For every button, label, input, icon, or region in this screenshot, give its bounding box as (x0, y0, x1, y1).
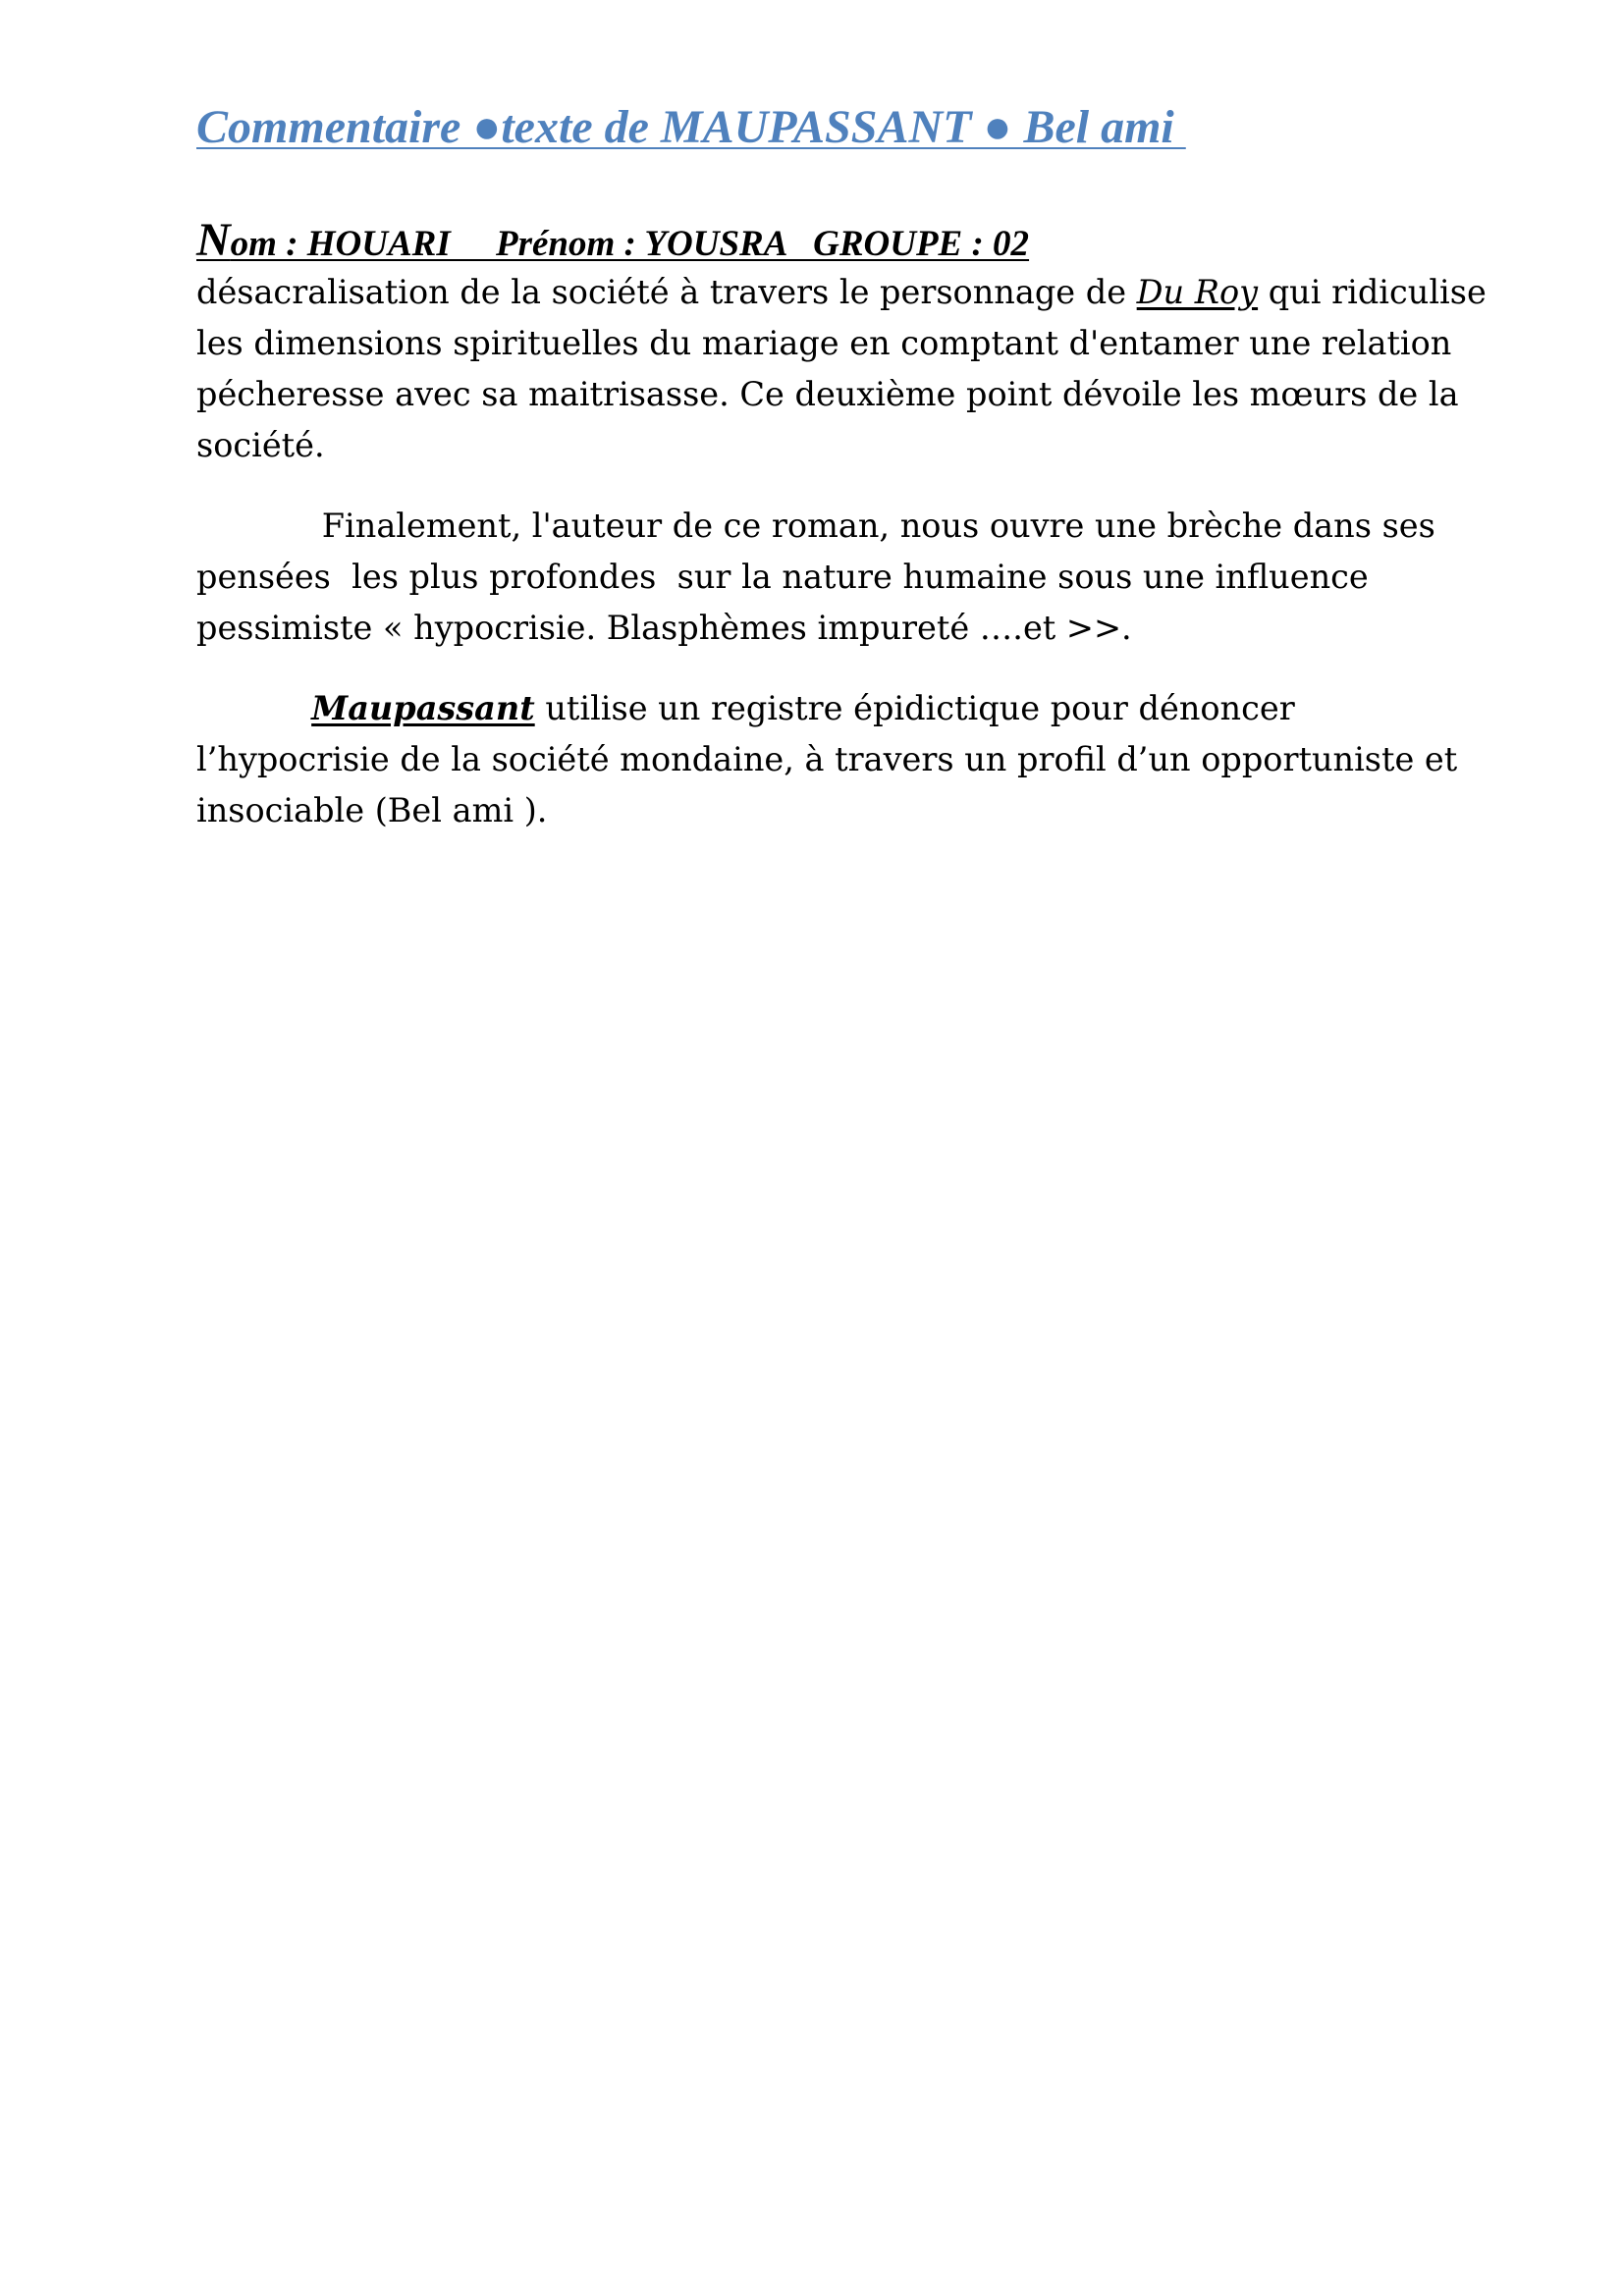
paragraph-2-line-1: Finalement, l'auteur de ce roman, nous ouvre une brèche dans ses (196, 507, 1435, 545)
document-title: Commentaire ●texte de MAUPASSANT ● Bel ami (196, 101, 1186, 153)
paragraph-3-line-3: insociable (Bel ami ). (196, 791, 548, 829)
paragraph-2-line-2: pensées les plus profondes sur la nature humaine sous une influence (196, 558, 1369, 596)
character-name-du-roy: Du Roy (1136, 273, 1259, 311)
paragraph-1-line-1b: qui ridiculise (1258, 273, 1487, 311)
student-info-text: om : HOUARI Prénom : YOUSRA GROUPE : 02 (230, 224, 1030, 264)
paragraph-2 (196, 501, 1443, 654)
paragraph-1-line-2: les dimensions spirituelles du mariage en comptant d'entamer une relation (196, 324, 1452, 362)
paragraph-3-indent (196, 689, 311, 727)
paragraph-1-line-3: pécheresse avec sa maitrisasse. Ce deuxième point dévoile les mœurs de la (196, 375, 1459, 413)
nom-initial: N (196, 214, 231, 266)
author-name-maupassant: Maupassant (311, 689, 535, 727)
paragraph-1-line-1a: désacralisation de la société à travers le personnage de (196, 273, 1137, 311)
paragraph-1-line-4: société. (196, 426, 325, 464)
paragraph-1 (196, 267, 1487, 471)
student-info-line (196, 214, 1427, 267)
paragraph-3-line-2: l’hypocrisie de la société mondaine, à travers un profil d’un opportuniste et (196, 740, 1458, 778)
paragraph-3 (196, 683, 1458, 836)
paragraph-3-line-1: utilise un registre épidictique pour dénoncer (534, 689, 1295, 727)
paragraph-2-line-3: pessimiste « hypocrisie. Blasphèmes impureté ….et >>. (196, 609, 1132, 647)
